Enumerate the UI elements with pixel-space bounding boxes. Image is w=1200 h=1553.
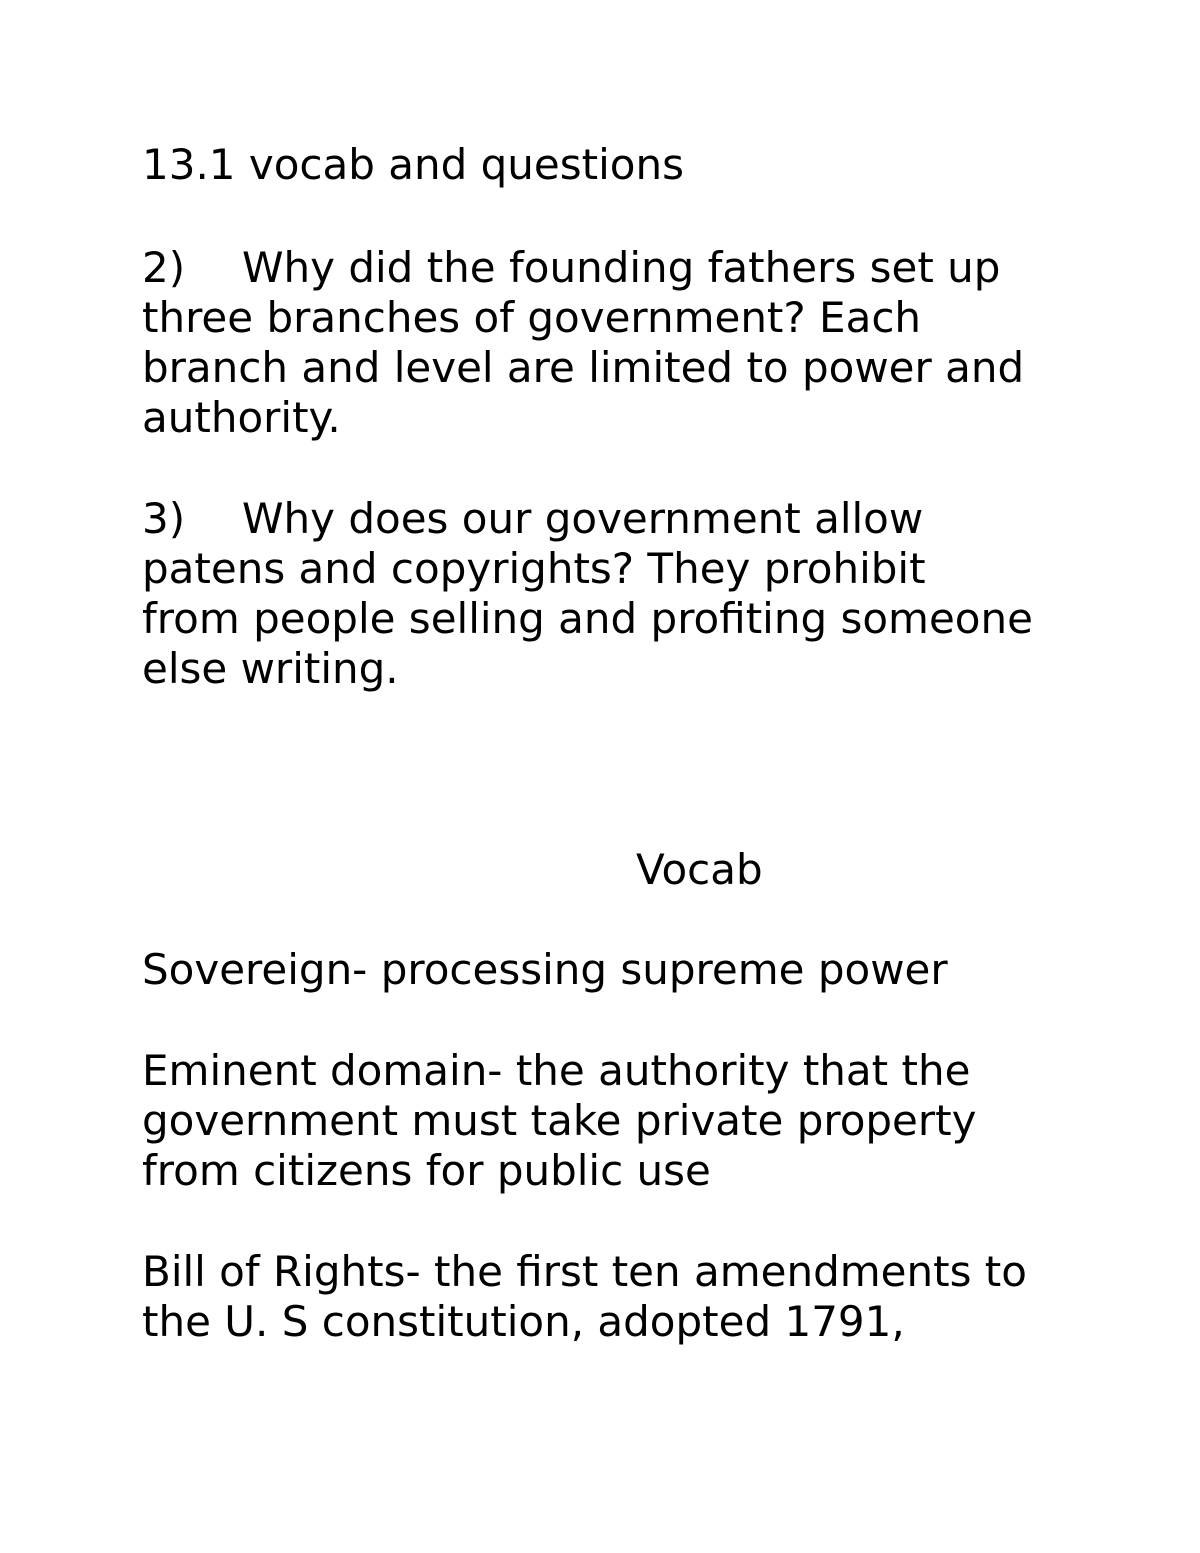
question-2-line-3: branch and level are limited to power and	[142, 343, 1025, 392]
vocab-heading: Vocab	[636, 845, 763, 894]
vocab-sovereign: Sovereign- processing supreme power	[142, 945, 948, 994]
question-3-line-4: else writing.	[142, 644, 399, 693]
vocab-bill-of-rights-line-1: Bill of Rights- the first ten amendments to	[142, 1247, 1027, 1296]
question-2-text-1: Why did the founding fathers set up	[242, 243, 1001, 292]
vocab-eminent-domain-line-1: Eminent domain- the authority that the	[142, 1046, 971, 1095]
question-3-text-1: Why does our government allow	[242, 494, 924, 543]
question-2-line-4: authority.	[142, 393, 341, 442]
question-2-number: 2)	[142, 243, 186, 292]
question-2-line-1	[142, 243, 1000, 293]
question-3-number: 3)	[142, 494, 186, 543]
question-3-line-1	[142, 494, 923, 544]
question-3-line-3: from people selling and profiting someone	[142, 594, 1033, 643]
question-2-line-2: three branches of government? Each	[142, 293, 922, 342]
question-3-line-2: patens and copyrights? They prohibit	[142, 544, 926, 593]
vocab-eminent-domain-line-2: government must take private property	[142, 1096, 977, 1145]
vocab-eminent-domain-line-3: from citizens for public use	[142, 1146, 711, 1195]
document-title: 13.1 vocab and questions	[142, 140, 684, 189]
vocab-bill-of-rights-line-2: the U. S constitution, adopted 1791,	[142, 1297, 905, 1346]
